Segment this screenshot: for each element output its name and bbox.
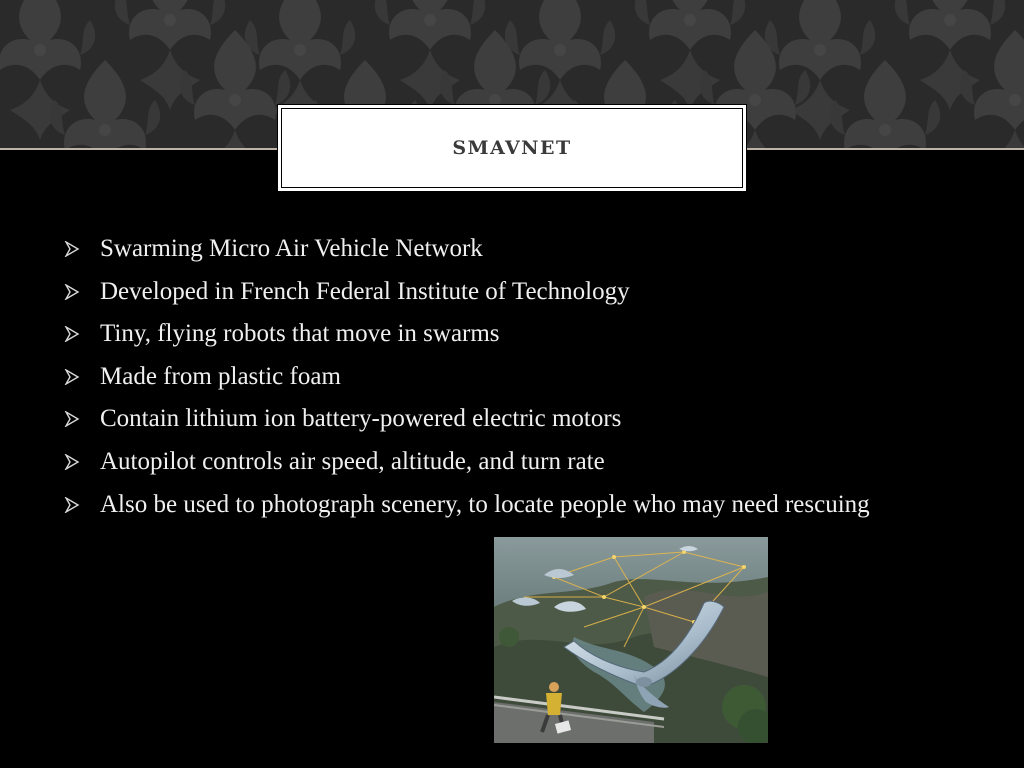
arrowhead-bullet-icon xyxy=(64,241,80,257)
bullet-item xyxy=(64,360,914,394)
arrowhead-bullet-icon xyxy=(64,369,80,385)
bullet-item xyxy=(64,445,914,479)
bullet-text: Swarming Micro Air Vehicle Network xyxy=(100,235,483,262)
arrowhead-bullet-icon xyxy=(64,411,80,427)
bullet-item xyxy=(64,402,914,436)
bullet-list xyxy=(64,232,914,530)
bullet-item xyxy=(64,488,914,522)
bullet-item xyxy=(64,232,914,266)
bullet-text: Contain lithium ion battery-powered electric motors xyxy=(100,405,622,433)
swarm-drones-image xyxy=(494,537,768,743)
bullet-text: Made from plastic foam xyxy=(100,362,341,390)
bullet-text: Autopilot controls air speed, altitude, and turn rate xyxy=(100,447,605,475)
arrowhead-bullet-icon xyxy=(64,497,80,513)
title-box-inner-border xyxy=(281,108,743,188)
arrowhead-bullet-icon xyxy=(64,284,80,300)
swarm-drones-illustration xyxy=(494,537,768,743)
bullet-item xyxy=(64,275,914,309)
bullet-text: Tiny, flying robots that move in swarms xyxy=(100,320,500,348)
bullet-item xyxy=(64,317,914,351)
bullet-text: Also be used to photograph scenery, to locate people who may need rescuing xyxy=(100,490,870,518)
slide-title: SMAVNET xyxy=(452,137,572,159)
title-box xyxy=(277,104,747,192)
arrowhead-bullet-icon xyxy=(64,454,80,470)
bullet-text: Developed in French Federal Institute of Technology xyxy=(100,277,630,305)
arrowhead-bullet-icon xyxy=(64,326,80,342)
